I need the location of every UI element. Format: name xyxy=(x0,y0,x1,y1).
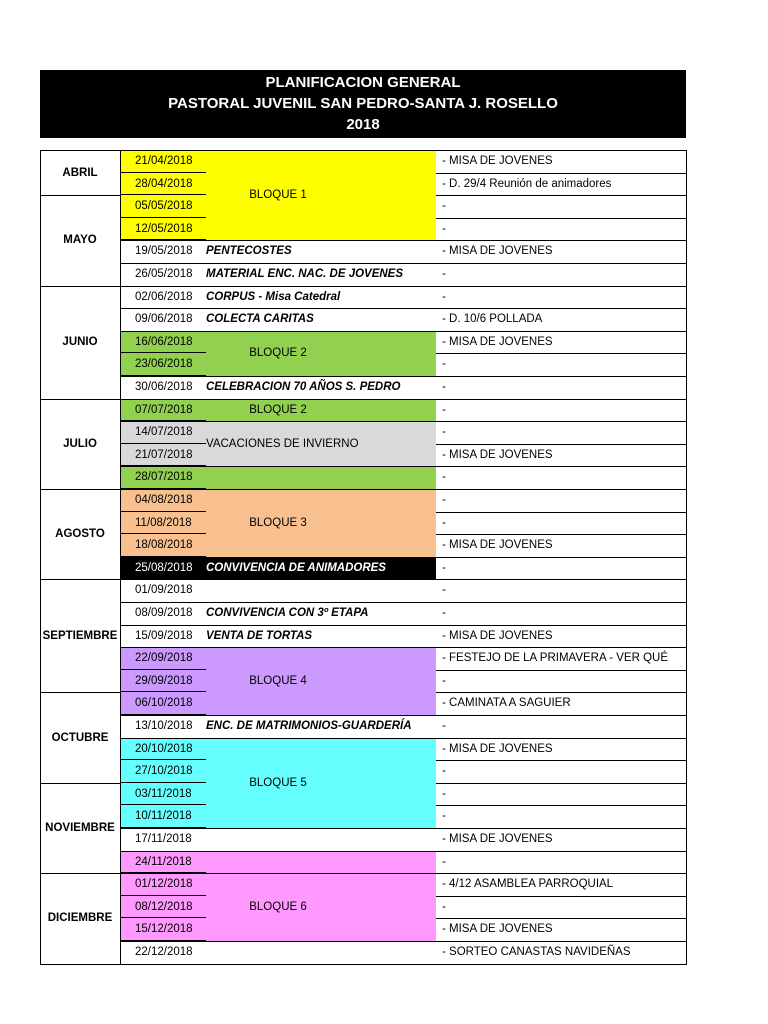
row-date: 06/10/2018 xyxy=(135,697,193,710)
note-rule xyxy=(436,579,687,580)
row-date: 25/08/2018 xyxy=(135,561,193,574)
row-date: 21/07/2018 xyxy=(135,448,193,461)
table-right-border xyxy=(686,150,687,965)
row-rule xyxy=(120,715,436,716)
note-rule xyxy=(436,308,687,309)
row-date: 02/06/2018 xyxy=(135,290,193,303)
row-note: - 4/12 ASAMBLEA PARROQUIAL xyxy=(442,878,614,891)
row-date: 27/10/2018 xyxy=(135,765,193,778)
row-note: - xyxy=(442,561,446,574)
row-note: - xyxy=(442,855,446,868)
row-date: 20/10/2018 xyxy=(135,742,193,755)
month-rule xyxy=(40,195,120,196)
month-rule xyxy=(40,964,120,965)
row-note: - xyxy=(442,584,446,597)
row-rule xyxy=(120,376,436,377)
row-rule xyxy=(120,964,436,965)
row-date: 15/09/2018 xyxy=(135,629,193,642)
row-note: - FESTEJO DE LA PRIMAVERA - VER QUÉ xyxy=(442,652,669,665)
row-date: 23/06/2018 xyxy=(135,358,193,371)
bloque-label: VACACIONES DE INVIERNO xyxy=(206,437,359,450)
bloque-label: BLOQUE 2 xyxy=(249,347,307,360)
row-note: - xyxy=(442,426,446,439)
row-note: - MISA DE JOVENES xyxy=(442,245,553,258)
row-date: 18/08/2018 xyxy=(135,539,193,552)
note-rule xyxy=(436,353,687,354)
note-rule xyxy=(436,263,687,264)
note-rule xyxy=(436,534,687,535)
row-note: - MISA DE JOVENES xyxy=(442,335,553,348)
row-note: - xyxy=(442,381,446,393)
table-left-border xyxy=(40,150,41,964)
row-rule xyxy=(120,625,436,626)
row-note: - xyxy=(442,222,446,235)
note-rule xyxy=(436,873,687,874)
row-note: - MISA DE JOVENES xyxy=(442,833,553,845)
row-rule xyxy=(120,240,436,241)
month-rule xyxy=(40,399,120,400)
month-label: JUNIO xyxy=(40,286,120,399)
month-divider xyxy=(120,150,121,964)
row-event: PENTECOSTES xyxy=(206,245,292,258)
note-rule xyxy=(436,805,687,806)
row-date: 29/09/2018 xyxy=(135,674,193,687)
row-date: 16/06/2018 xyxy=(135,335,193,348)
row-date: 04/08/2018 xyxy=(135,494,193,506)
row-event: COLECTA CARITAS xyxy=(206,313,314,326)
row-date: 28/04/2018 xyxy=(135,177,193,190)
row-rule xyxy=(120,421,436,422)
row-rule xyxy=(120,308,436,309)
note-rule xyxy=(436,715,687,716)
row-rule xyxy=(120,331,436,332)
row-event: ENC. DE MATRIMONIOS-GUARDERÍA xyxy=(206,720,412,732)
month-rule xyxy=(40,783,120,784)
row-date: 08/12/2018 xyxy=(135,900,193,913)
row-date: 24/11/2018 xyxy=(135,855,192,868)
month-rule xyxy=(40,150,120,151)
note-rule xyxy=(436,286,687,287)
header-subtitle: PASTORAL JUVENIL SAN PEDRO-SANTA J. ROSELLO xyxy=(168,95,558,112)
month-label: ABRIL xyxy=(40,150,120,195)
row-date: 11/08/2018 xyxy=(135,516,192,529)
row-note: - xyxy=(442,787,446,800)
row-note: - MISA DE JOVENES xyxy=(442,155,553,167)
bloque-label: BLOQUE 2 xyxy=(249,403,307,416)
row-note: - xyxy=(442,471,446,484)
note-rule xyxy=(436,240,687,241)
header-title: PLANIFICACION GENERAL xyxy=(265,74,461,91)
note-rule xyxy=(436,557,687,558)
note-rule xyxy=(436,964,687,965)
row-rule xyxy=(120,557,436,558)
row-date: 19/05/2018 xyxy=(135,245,193,258)
row-event: CORPUS - Misa Catedral xyxy=(206,290,341,303)
month-label: JULIO xyxy=(40,399,120,489)
row-rule xyxy=(120,150,436,151)
row-date: 22/09/2018 xyxy=(135,652,193,665)
row-date: 28/07/2018 xyxy=(135,471,193,484)
note-rule xyxy=(436,783,687,784)
row-note: - MISA DE JOVENES xyxy=(442,923,553,936)
month-rule xyxy=(40,873,120,874)
row-date: 01/09/2018 xyxy=(135,584,193,597)
row-date: 01/12/2018 xyxy=(135,878,193,891)
row-event: CONVIVENCIA CON 3º ETAPA xyxy=(206,607,369,619)
row-note: - xyxy=(442,290,446,303)
row-rule xyxy=(120,489,436,490)
row-note: - xyxy=(442,720,446,732)
row-note: - xyxy=(442,607,446,619)
row-note: - D. 10/6 POLLADA xyxy=(442,313,543,326)
row-date: 05/05/2018 xyxy=(135,200,193,213)
row-note: - SORTEO CANASTAS NAVIDEÑAS xyxy=(442,946,631,958)
row-rule xyxy=(120,873,436,874)
note-rule xyxy=(436,466,687,467)
note-rule xyxy=(436,444,687,445)
row-date: 03/11/2018 xyxy=(135,787,192,800)
note-rule xyxy=(436,173,687,174)
note-rule xyxy=(436,150,687,151)
row-note: - xyxy=(442,674,446,687)
note-rule xyxy=(436,218,687,219)
month-rule xyxy=(40,692,120,693)
row-date: 10/11/2018 xyxy=(135,810,192,823)
month-rule xyxy=(40,489,120,490)
row-date: 30/06/2018 xyxy=(135,381,193,393)
row-note: - xyxy=(442,516,446,529)
header-year: 2018 xyxy=(346,116,380,133)
row-date: 15/12/2018 xyxy=(135,923,193,936)
row-event: VENTA DE TORTAS xyxy=(206,629,313,642)
row-rule xyxy=(120,263,436,264)
note-rule xyxy=(436,896,687,897)
bloque-label: BLOQUE 4 xyxy=(249,675,307,688)
row-note: - D. 29/4 Reunión de animadores xyxy=(442,177,612,190)
row-note: - MISA DE JOVENES xyxy=(442,742,553,755)
row-date: 13/10/2018 xyxy=(135,720,193,732)
row-note: - xyxy=(442,810,446,823)
bloque-label: BLOQUE 3 xyxy=(249,516,307,529)
note-rule xyxy=(436,760,687,761)
row-date: 08/09/2018 xyxy=(135,607,193,619)
row-note: - xyxy=(442,358,446,371)
note-rule xyxy=(436,647,687,648)
row-date: 21/04/2018 xyxy=(135,155,193,167)
row-note: - MISA DE JOVENES xyxy=(442,539,553,552)
note-rule xyxy=(436,421,687,422)
row-event: MATERIAL ENC. NAC. DE JOVENES xyxy=(206,268,404,280)
note-rule xyxy=(436,692,687,693)
row-rule xyxy=(120,941,436,942)
month-label: AGOSTO xyxy=(40,489,120,579)
bloque-label: BLOQUE 1 xyxy=(249,189,307,202)
row-rule xyxy=(120,466,436,467)
note-rule xyxy=(436,489,687,490)
row-rule xyxy=(120,647,436,648)
note-rule xyxy=(436,331,687,332)
row-date: 09/06/2018 xyxy=(135,313,193,326)
row-note: - xyxy=(442,494,446,506)
note-rule xyxy=(436,918,687,919)
row-note: - xyxy=(442,765,446,778)
month-label: MAYO xyxy=(40,195,120,285)
row-note: - xyxy=(442,200,446,213)
row-date: 12/05/2018 xyxy=(135,222,193,235)
row-rule xyxy=(120,579,436,580)
row-event: CELEBRACION 70 AÑOS S. PEDRO xyxy=(206,381,401,393)
note-rule xyxy=(436,941,687,942)
month-label: SEPTIEMBRE xyxy=(40,579,120,692)
row-date: 14/07/2018 xyxy=(135,426,193,439)
row-note: - MISA DE JOVENES xyxy=(442,448,553,461)
note-rule xyxy=(436,376,687,377)
row-note: - MISA DE JOVENES xyxy=(442,629,553,642)
row-date: 17/11/2018 xyxy=(135,833,192,845)
row-date: 07/07/2018 xyxy=(135,403,193,416)
row-rule xyxy=(120,851,436,852)
note-rule xyxy=(436,738,687,739)
row-rule xyxy=(120,286,436,287)
note-rule xyxy=(436,851,687,852)
row-date: 22/12/2018 xyxy=(135,946,193,958)
month-label: NOVIEMBRE xyxy=(40,783,120,873)
note-rule xyxy=(436,512,687,513)
bloque-label: BLOQUE 6 xyxy=(249,901,307,914)
row-note: - CAMINATA A SAGUIER xyxy=(442,697,571,710)
row-date: 26/05/2018 xyxy=(135,268,193,280)
month-rule xyxy=(40,286,120,287)
row-rule xyxy=(120,738,436,739)
month-label: OCTUBRE xyxy=(40,692,120,782)
row-note: - xyxy=(442,900,446,913)
row-note: - xyxy=(442,403,446,416)
month-rule xyxy=(40,579,120,580)
row-event: CONVIVENCIA DE ANIMADORES xyxy=(206,561,386,574)
month-label: DICIEMBRE xyxy=(40,873,120,963)
row-rule xyxy=(120,602,436,603)
row-rule xyxy=(120,399,436,400)
note-rule xyxy=(436,399,687,400)
note-rule xyxy=(436,195,687,196)
bloque-label: BLOQUE 5 xyxy=(249,776,307,789)
note-rule xyxy=(436,828,687,829)
note-rule xyxy=(436,602,687,603)
note-rule xyxy=(436,670,687,671)
note-rule xyxy=(436,625,687,626)
row-note: - xyxy=(442,268,446,280)
row-rule xyxy=(120,828,436,829)
